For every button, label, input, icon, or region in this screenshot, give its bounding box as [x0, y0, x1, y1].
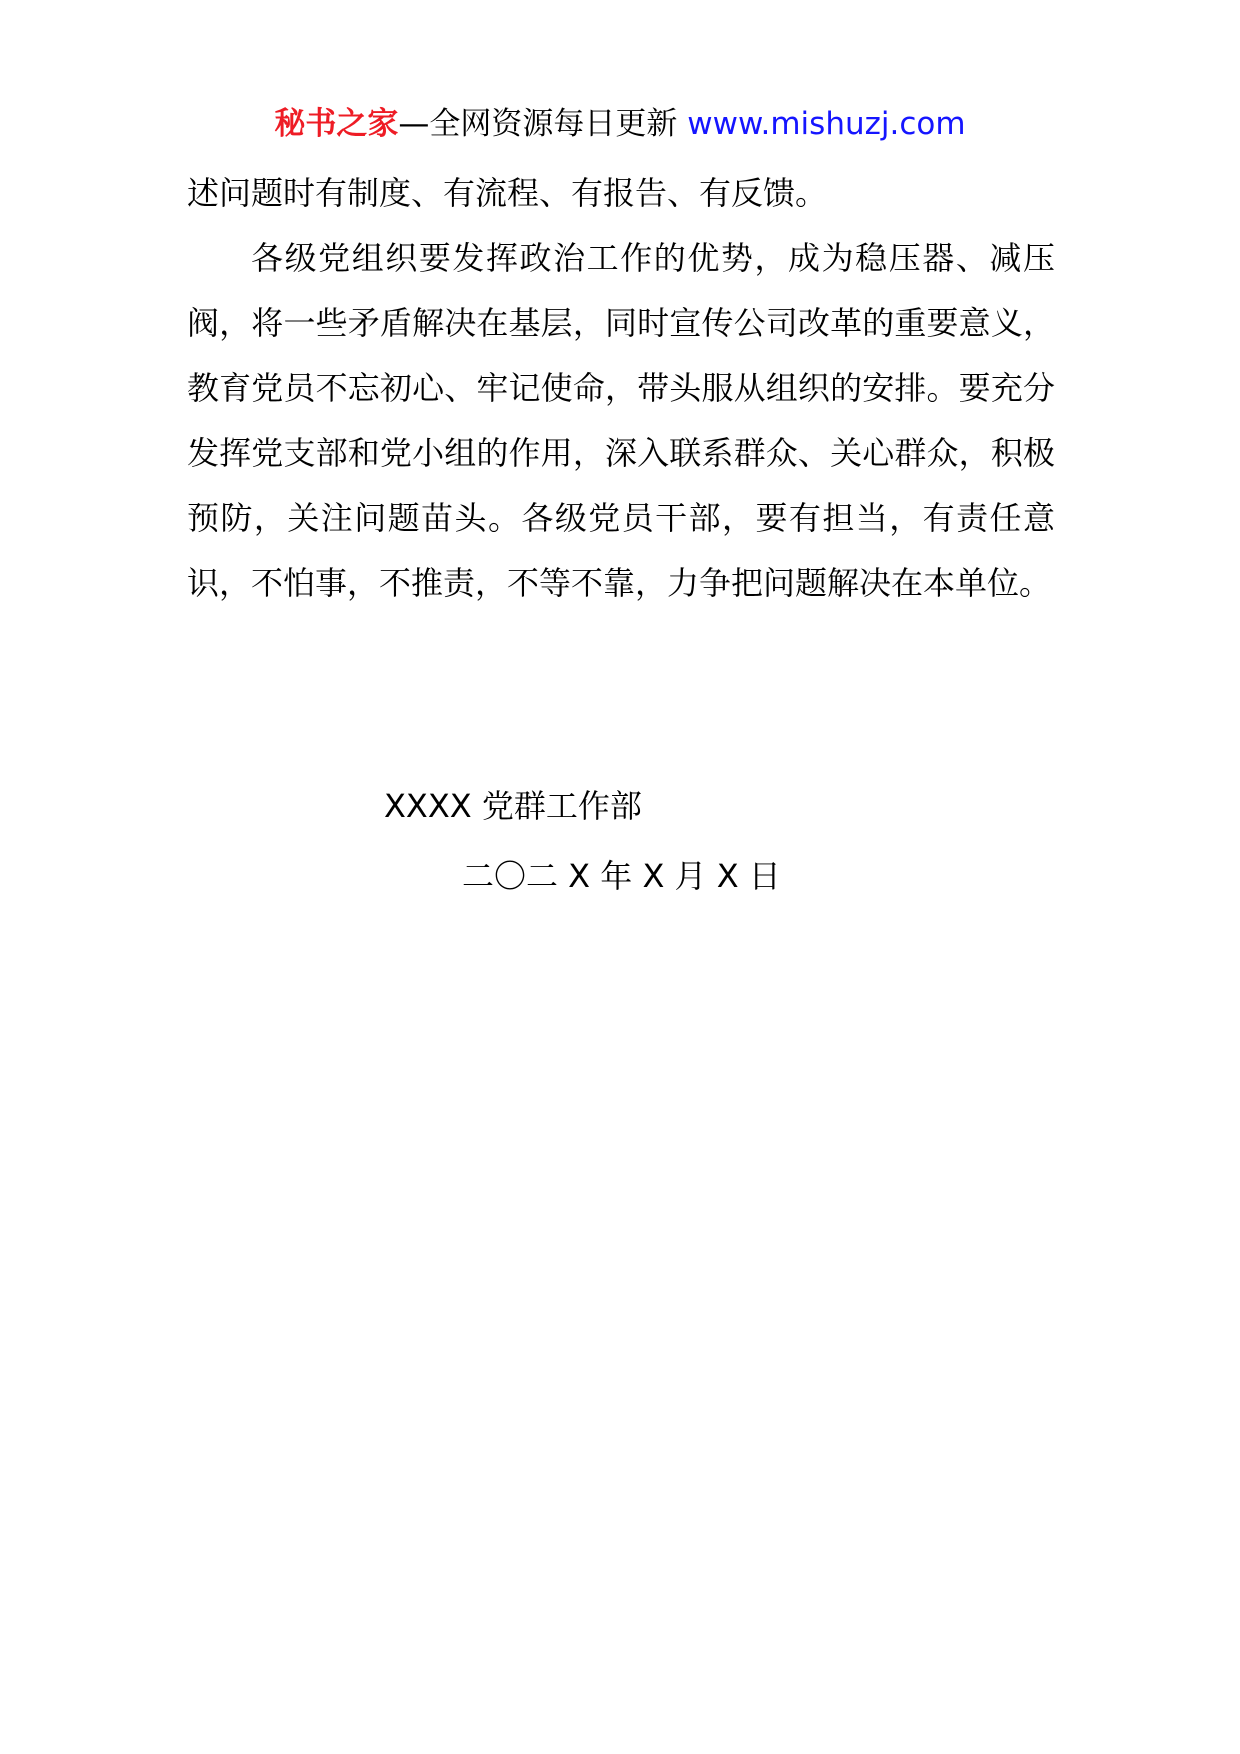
signature-date: 二〇二 X 年 X 月 X 日	[462, 857, 781, 895]
watermark-header	[0, 98, 1240, 150]
brand-name: 秘书之家	[274, 106, 399, 142]
document-body	[187, 161, 1055, 616]
paragraph-party-organizations: 各级党组织要发挥政治工作的优势，成为稳压器、减压阀，将一些矛盾解决在基层，同时宣传公司改革的重要意义，教育党员不忘初心、牢记使命，带头服从组织的安排。要充分发挥党支部和党小组的作用，深入联系群众、关心群众，积极预防，关注问题苗头。各级党员干部，要有担当，有责任意识，不怕事，不推责，不等不靠，力争把问题解决在本单位。	[187, 239, 1055, 602]
header-url-link[interactable]: www.mishuzj.com	[687, 106, 966, 142]
paragraph-continuation: 述问题时有制度、有流程、有报告、有反馈。	[187, 174, 828, 212]
signature-department: XXXX 党群工作部	[384, 787, 642, 825]
header-tagline: —全网资源每日更新	[398, 106, 678, 142]
